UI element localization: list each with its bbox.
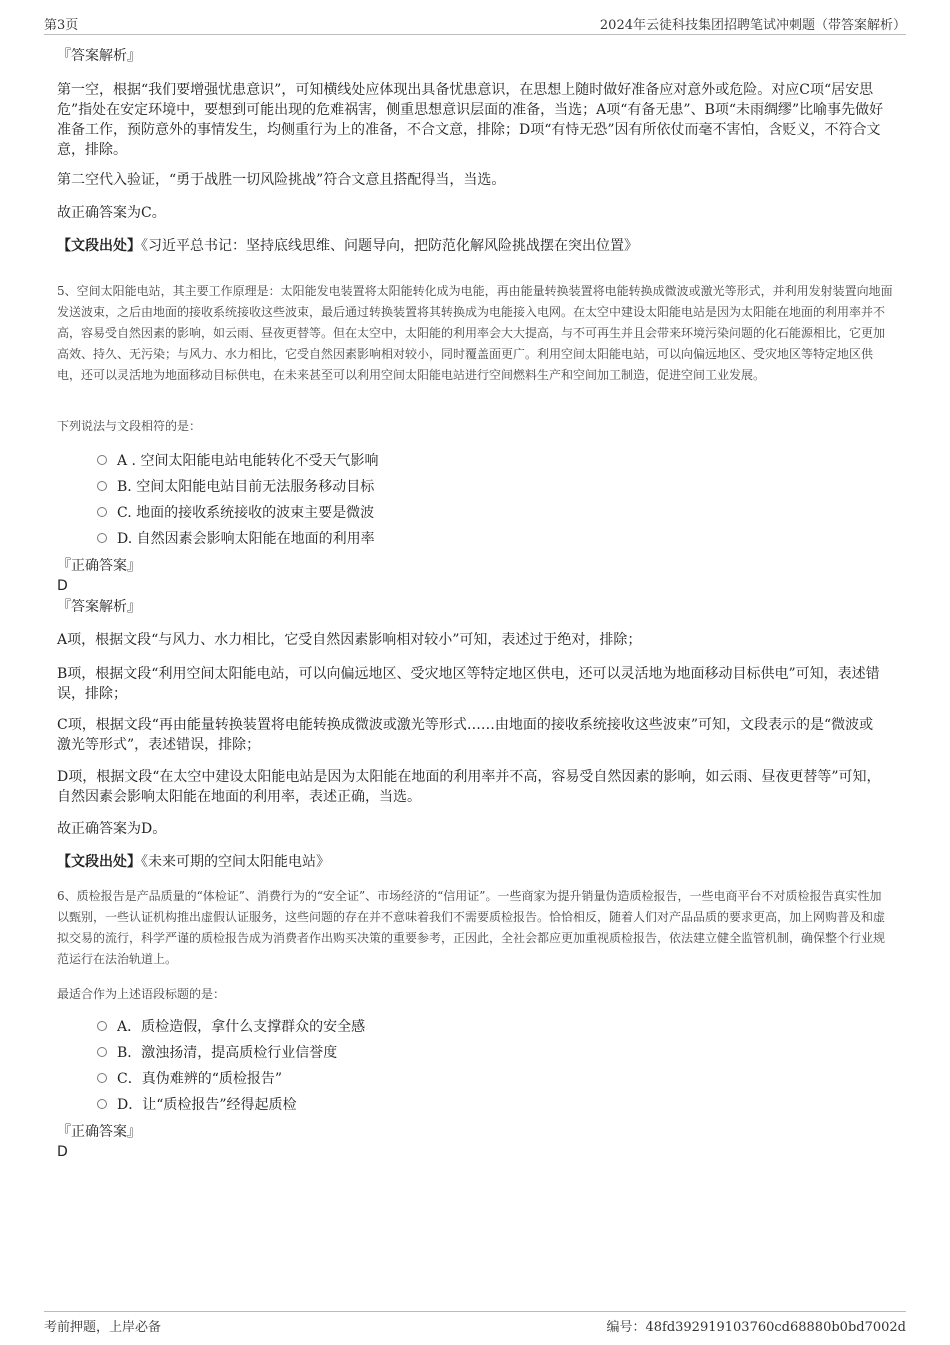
radio-icon[interactable]: [97, 1021, 107, 1031]
page-number: 第3页: [44, 18, 79, 33]
radio-icon[interactable]: [97, 507, 107, 517]
option-label: D．让“质检报告”经得起质检: [117, 1097, 297, 1113]
source-text: 《未来可期的空间太阳能电站》: [141, 854, 330, 870]
correct-answer: D: [57, 1144, 68, 1160]
source-label: 【文段出处】: [57, 854, 141, 870]
analysis-paragraph: C项，根据文段“再由能量转换装置将电能转换成微波或激光等形式……由地面的接收系统接收这些波束”可知，文段表示的是“微波或激光等形式”，表述错误，排除；: [57, 717, 874, 753]
option-label: C. 地面的接收系统接收的波束主要是微波: [117, 505, 375, 521]
answer-heading: 『正确答案』: [57, 1124, 141, 1140]
radio-icon[interactable]: [97, 1099, 107, 1109]
analysis-heading: 『答案解析』: [57, 48, 141, 64]
option-b[interactable]: [97, 1043, 857, 1063]
option-b[interactable]: [97, 477, 857, 497]
option-label: B．激浊扬清，提高质检行业信誉度: [117, 1045, 338, 1061]
footer-slogan: 考前押题，上岸必备: [44, 1320, 162, 1335]
option-label: A．质检造假，拿什么支撑群众的安全感: [117, 1019, 366, 1035]
option-c[interactable]: [97, 503, 857, 523]
source-citation: [57, 236, 887, 256]
radio-icon[interactable]: [97, 1073, 107, 1083]
option-label: A . 空间太阳能电站电能转化不受天气影响: [117, 453, 379, 469]
option-label: D. 自然因素会影响太阳能在地面的利用率: [117, 531, 375, 547]
analysis-paragraph: 第一空，根据“我们要增强忧患意识”，可知横线处应体现出具备忧患意识，在思想上随时做好准备应对意外或危险。对应C项“居安思危”指处在安定环境中，要想到可能出现的危难祸害，侧重思想意识层面的准备，当选；A项“有备无患”、B项“未雨绸缪”比喻事先做好准备工作，预防意外的事情发生，均侧重行为上的准备，不合文意，排除；D项“有恃无恐”因有所依仗而毫不害怕，含贬义，不符合文意，排除。: [57, 82, 884, 158]
source-label: 【文段出处】: [57, 238, 141, 254]
radio-icon[interactable]: [97, 1047, 107, 1057]
option-a[interactable]: [97, 1017, 857, 1037]
page-header: [44, 12, 906, 35]
option-d[interactable]: [97, 1095, 857, 1115]
conclusion: 故正确答案为C。: [57, 205, 166, 221]
option-label: C．真伪难辨的“质检报告”: [117, 1071, 283, 1087]
analysis-paragraph: A项，根据文段“与风力、水力相比，它受自然因素影响相对较小”可知，表述过于绝对，排除；: [57, 632, 642, 648]
option-label: B. 空间太阳能电站目前无法服务移动目标: [117, 479, 375, 495]
option-c[interactable]: [97, 1069, 857, 1089]
conclusion: 故正确答案为D。: [57, 821, 167, 837]
source-text: 《习近平总书记：坚持底线思维、问题导向，把防范化解风险挑战摆在突出位置》: [141, 238, 638, 254]
analysis-paragraph: B项，根据文段“利用空间太阳能电站，可以向偏远地区、受灾地区等特定地区供电，还可以灵活地为地面移动目标供电”可知，表述错误，排除；: [57, 666, 880, 702]
source-citation: [57, 852, 887, 872]
question-passage: 6、质检报告是产品质量的“体检证”、消费行为的“安全证”、市场经济的“信用证”。一些商家为提升销量伪造质检报告，一些电商平台不对质检报告真实性加以甄别，一些认证机构推出虚假认证服务，这些问题的存在并不意味着我们不需要质检报告。恰恰相反，随着人们对产品品质的要求更高，加上网购普及和虚拟交易的流行，科学严谨的质检报告成为消费者作出购买决策的重要参考，正因此，全社会都应更加重视质检报告，依法建立健全监管机制，确保整个行业规范运行在法治轨道上。: [57, 889, 886, 966]
answer-heading: 『正确答案』: [57, 558, 141, 574]
question-prompt: 下列说法与文段相符的是：: [57, 419, 202, 433]
correct-answer: D: [57, 578, 68, 594]
radio-icon[interactable]: [97, 455, 107, 465]
analysis-paragraph: D项，根据文段“在太空中建设太阳能电站是因为太阳能在地面的利用率并不高，容易受自然因素的影响，如云雨、昼夜更替等”可知，自然因素会影响太阳能在地面的利用率，表述正确，当选。: [57, 769, 881, 805]
radio-icon[interactable]: [97, 533, 107, 543]
question-prompt: 最适合作为上述语段标题的是：: [57, 987, 226, 1001]
option-a[interactable]: [97, 451, 857, 471]
analysis-heading: 『答案解析』: [57, 599, 141, 615]
document-title: 2024年云徒科技集团招聘笔试冲刺题（带答案解析）: [599, 18, 906, 33]
analysis-paragraph: 第二空代入验证，“勇于战胜一切风险挑战”符合文意且搭配得当，当选。: [57, 172, 506, 188]
option-d[interactable]: [97, 529, 857, 549]
document-serial: 编号：48fd392919103760cd68880b0bd7002d: [606, 1320, 906, 1335]
page-footer: [44, 1311, 906, 1334]
radio-icon[interactable]: [97, 481, 107, 491]
question-passage: 5、空间太阳能电站，其主要工作原理是：太阳能发电装置将太阳能转化成为电能，再由能量转换装置将电能转换成微波或激光等形式，并利用发射装置向地面发送波束，之后由地面的接收系统接收这些波束，最后通过转换装置将其转换成为电能接入电网。在太空中建设太阳能电站是因为太阳能在地面的利用率并不高，容易受自然因素的影响，如云雨、昼夜更替等。但在太空中，太阳能的利用率会大大提高，与不可再生并且会带来环境污染问题的化石能源相比，它更加高效、持久、无污染；与风力、水力相比，它受自然因素影响相对较小，同时覆盖面更广。利用空间太阳能电站，可以向偏远地区、受灾地区等特定地区供电，还可以灵活地为地面移动目标供电，在未来甚至可以利用空间太阳能电站进行空间燃料生产和空间加工制造，促进空间工业发展。: [57, 284, 893, 382]
